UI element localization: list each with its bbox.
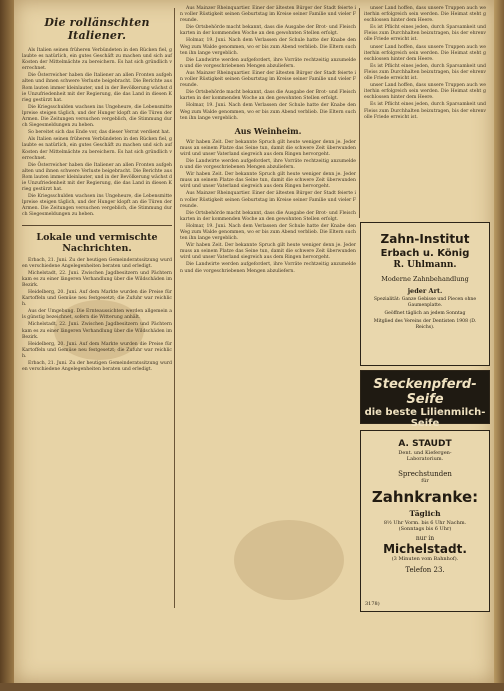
ad-sub: Dent. und Kiefergen- <box>398 450 452 456</box>
ad-hours: Geöffnet täglich an jedem Sonntag <box>384 311 466 316</box>
paragraph: Aus der Umgebung. Die Ernteaussichten werden allgemein als günstig bezeichnet, sofern die Witterung anhält. <box>22 309 172 321</box>
ad-taglich: Täglich <box>409 509 441 518</box>
ad-tagline: die beste Lilienmilch-Seife <box>364 407 486 429</box>
ad-hours: (Sonntags bis 6 Uhr) <box>398 526 452 532</box>
page-edge-bottom <box>0 683 504 691</box>
divider <box>22 225 172 226</box>
ad-fur: für <box>421 478 429 484</box>
paragraph: Es ist Pflicht eines jeden, durch Sparsamkeit und Fleiss zum Durchhalten beizutragen, bis der ehrenvolle Friede erreicht ist. <box>364 25 486 43</box>
paragraph: Als Italien seinen früheren Verbündeten in den Rücken fiel, glaubte es natürlich, ein gutes Geschäft zu machen und sich auf Kosten der Mittelmächte zu bereichern. Es hat sich gründlich verrechnet. <box>22 48 172 72</box>
ad-hours: 8½ Uhr Vorm. bis 6 Uhr Nachm. <box>383 520 467 526</box>
ad-zahn-institut <box>360 222 490 366</box>
paragraph: Wir haben Zeit. Der bekannte Spruch gilt heute weniger denn je. Jeder muss an seinem Platze das Seine tun, damit die schwere Zeit überwunden wird und unser Vaterland siegreich aus dem Ringen hervorgeht. <box>180 243 356 261</box>
ad-zahnkranke: Zahnkranke: <box>371 488 479 506</box>
paragraph: Erbach, 21. Juni. Zu der heutigen Gemeinderatssitzung wurden verschiedene Angelegenheiten beraten und erledigt. <box>22 361 172 373</box>
ad-city: Michelstadt. <box>383 542 467 556</box>
ad-tel: Telefon 23. <box>405 566 445 574</box>
column-body <box>364 6 486 121</box>
paragraph: Die Kriegsschulden wachsen ins Ungeheure, die Lebensmittelpreise steigen täglich, und der Hunger klopft an die Türen der Armen. Die Zeitungen versuchen vergeblich, die Stimmung durch Siegesmeldungen zu heben. <box>22 104 172 129</box>
ad-brand: Steckenpferd-Seife <box>373 377 477 407</box>
paragraph: Heidelberg, 20. Juni. Auf dem Markte wurden die Preise für Kartoffeln und Gemüse neu festgesetzt; die Zufuhr war reichlich. <box>22 290 172 308</box>
ad-line: jeder Art. <box>407 287 443 295</box>
paragraph: Michelstadt, 22. Juni. Zwischen Jagdbesitzern und Pächtern kam es zu einer längeren Verhandlung über die Wildschäden im Bezirk. <box>22 270 172 288</box>
ad-sub: Laboratorium. <box>406 456 444 462</box>
paragraph: Die Landwirte werden aufgefordert, ihre Vorräte rechtzeitig anzumelden und die vorgeschriebenen Mengen abzuliefern. <box>180 262 356 274</box>
paragraph: Erbach, 21. Juni. Zu der heutigen Gemeinderatssitzung wurden verschiedene Angelegenheiten beraten und erledigt. <box>22 257 172 269</box>
newspaper-page <box>14 0 494 683</box>
ad-name: A. STAUDT <box>398 439 452 449</box>
column-body <box>180 140 356 275</box>
paragraph: Die Landwirte werden aufgefordert, ihre Vorräte rechtzeitig anzumelden und die vorgeschriebenen Mengen abzuliefern. <box>180 57 356 69</box>
paragraph: unser Land hoffen, dass unsere Truppen auch weiterhin erfolgreich sein werden. Die Heimat steht geschlossen hinter dem Heere. <box>364 83 486 101</box>
paragraph: Holmar, 19. Juni. Nach dem Verlassen der Schule hatte der Knabe den Weg zum Walde genommen, wo er bis zum Abend verblieb. Die Eltern suchten ihn lange vergeblich. <box>180 223 356 242</box>
column-rule <box>359 8 360 218</box>
news-body <box>22 258 172 374</box>
paragraph: Die Österreicher haben die Italiener an allen Fronten aufgehalten und ihnen schwere Verluste beigebracht. Die Berichte aus Rom lauten immer kleinlauter, und in der Bevölkerung wächst die Unzufriedenheit mit der Regierung, die das Land in diesen Krieg gestürzt hat. <box>22 73 172 103</box>
ad-nur: nur in <box>415 535 435 542</box>
page-edge-right <box>494 0 504 691</box>
column-body <box>180 6 356 122</box>
paragraph: So bereitet sich das Ende vor, das dieser Verrat verdient hat. <box>28 130 171 136</box>
ad-note: (3 Minuten vom Bahnhof). <box>391 556 459 562</box>
binding-edge <box>0 0 14 691</box>
paragraph: Aus Mainzer Rheinquartier. Einer der ältesten Bürger der Stadt feierte in voller Rüstigkeit seinen Geburtstag im Kreise seiner Familie und vieler Freunde. <box>180 70 356 89</box>
ad-sprech: Sprechstunden <box>398 470 452 478</box>
paragraph: Die Landwirte werden aufgefordert, ihre Vorräte rechtzeitig anzumelden und die vorgeschriebenen Mengen abzuliefern. <box>180 158 356 171</box>
section-headline: Lokale und vermischte Nachrichten. <box>36 231 158 254</box>
paragraph: Als Italien seinen früheren Verbündeten in den Rücken fiel, glaubte es natürlich, ein gutes Geschäft zu machen und sich auf Kosten der Mittelmächte zu bereichern. Es hat sich gründlich verrechnet. <box>22 137 172 161</box>
column-rule <box>174 8 175 608</box>
column-middle <box>180 6 356 276</box>
paragraph: Holmar, 19. Juni. Nach dem Verlassen der Schule hatte der Knabe den Weg zum Walde genommen, wo er bis zum Abend verblieb. Die Eltern suchten ihn lange vergeblich. <box>180 103 356 121</box>
paragraph: Die Ortsbehörde macht bekannt, dass die Ausgabe der Brot- und Fleischkarten in der kommenden Woche an den gewohnten Stellen erfolgt. <box>180 210 356 222</box>
paragraph: Die Österreicher haben die Italiener an allen Fronten aufgehalten und ihnen schwere Verluste beigebracht. Die Berichte aus Rom lauten immer kleinlauter, und in der Bevölkerung wächst die Unzufriedenheit mit der Regierung, die das Land in diesen Krieg gestürzt hat. <box>22 162 172 193</box>
paragraph: Aus Mainzer Rheinquartier. Einer der ältesten Bürger der Stadt feierte in voller Rüstigkeit seinen Geburtstag im Kreise seiner Familie und vieler Freunde. <box>180 191 356 209</box>
article-headline: Die rollänschten Italiener. <box>44 16 150 42</box>
paragraph: Die Ortsbehörde macht bekannt, dass die Ausgabe der Brot- und Fleischkarten in der kommenden Woche an den gewohnten Stellen erfolgt. <box>180 25 356 37</box>
ad-member: Mitglied des Vereins der Dentisten 1908 (D. Reichs). <box>373 319 477 330</box>
paragraph: Es ist Pflicht eines jeden, durch Sparsamkeit und Fleiss zum Durchhalten beizutragen, bis der ehrenvolle Friede erreicht ist. <box>364 63 486 82</box>
paragraph: Holmar, 19. Juni. Nach dem Verlassen der Schule hatte der Knabe den Weg zum Walde genommen, wo er bis zum Abend verblieb. Die Eltern suchten ihn lange vergeblich. <box>180 38 356 56</box>
paragraph: Wir haben Zeit. Der bekannte Spruch gilt heute weniger denn je. Jeder muss an seinem Platze das Seine tun, damit die schwere Zeit überwunden wird und unser Vaterland siegreich aus dem Ringen hervorgeht. <box>180 139 356 157</box>
paragraph: Heidelberg, 20. Juni. Auf dem Markte wurden die Preise für Kartoffeln und Gemüse neu festgesetzt; die Zufuhr war reichlich. <box>22 341 172 359</box>
paragraph: Aus Mainzer Rheinquartier. Einer der ältesten Bürger der Stadt feierte in voller Rüstigkeit seinen Geburtstag im Kreise seiner Familie und vieler Freunde. <box>180 6 356 24</box>
column-right <box>364 6 486 122</box>
paragraph: Es ist Pflicht eines jeden, durch Sparsamkeit und Fleiss zum Durchhalten beizutragen, bis der ehrenvolle Friede erreicht ist. <box>364 102 486 120</box>
paragraph: Wir haben Zeit. Der bekannte Spruch gilt heute weniger denn je. Jeder muss an seinem Platze das Seine tun, damit die schwere Zeit überwunden wird und unser Vaterland siegreich aus dem Ringen hervorgeht. <box>180 172 356 190</box>
ad-staudt <box>360 430 490 612</box>
paragraph: Die Ortsbehörde macht bekannt, dass die Ausgabe der Brot- und Fleischkarten in der kommenden Woche an den gewohnten Stellen erfolgt. <box>180 90 356 102</box>
paragraph: Michelstadt, 22. Juni. Zwischen Jagdbesitzern und Pächtern kam es zu einer längeren Verhandlung über die Wildschäden im Bezirk. <box>22 322 172 340</box>
ad-title: Zahn-Institut <box>380 232 470 246</box>
ad-spec: Spezialität: Ganze Gebisse und Piecen ohne Gaumenplatte. <box>373 297 477 308</box>
ad-line: Moderne Zahnbehandlung <box>381 275 469 283</box>
paragraph: unser Land hoffen, dass unsere Truppen auch weiterhin erfolgreich sein werden. Die Heimat steht geschlossen hinter dem Heere. <box>364 44 486 62</box>
section-headline: Aus Weinheim. <box>234 125 302 136</box>
paragraph: unser Land hoffen, dass unsere Truppen auch weiterhin erfolgreich sein werden. Die Heimat steht geschlossen hinter dem Heere. <box>364 6 486 24</box>
paragraph: Die Kriegsschulden wachsen ins Ungeheure, die Lebensmittelpreise steigen täglich, und der Hunger klopft an die Türen der Armen. Die Zeitungen versuchen vergeblich, die Stimmung durch Siegesmeldungen zu heben. <box>22 194 172 218</box>
ad-code: 3178) <box>365 601 380 607</box>
ad-steckenpferd <box>360 370 490 429</box>
ad-place: Erbach u. König <box>380 248 470 259</box>
article-body <box>22 48 172 219</box>
column-left <box>22 6 172 374</box>
ad-owner: R. Uhlmann. <box>393 260 457 270</box>
stain <box>234 520 344 600</box>
